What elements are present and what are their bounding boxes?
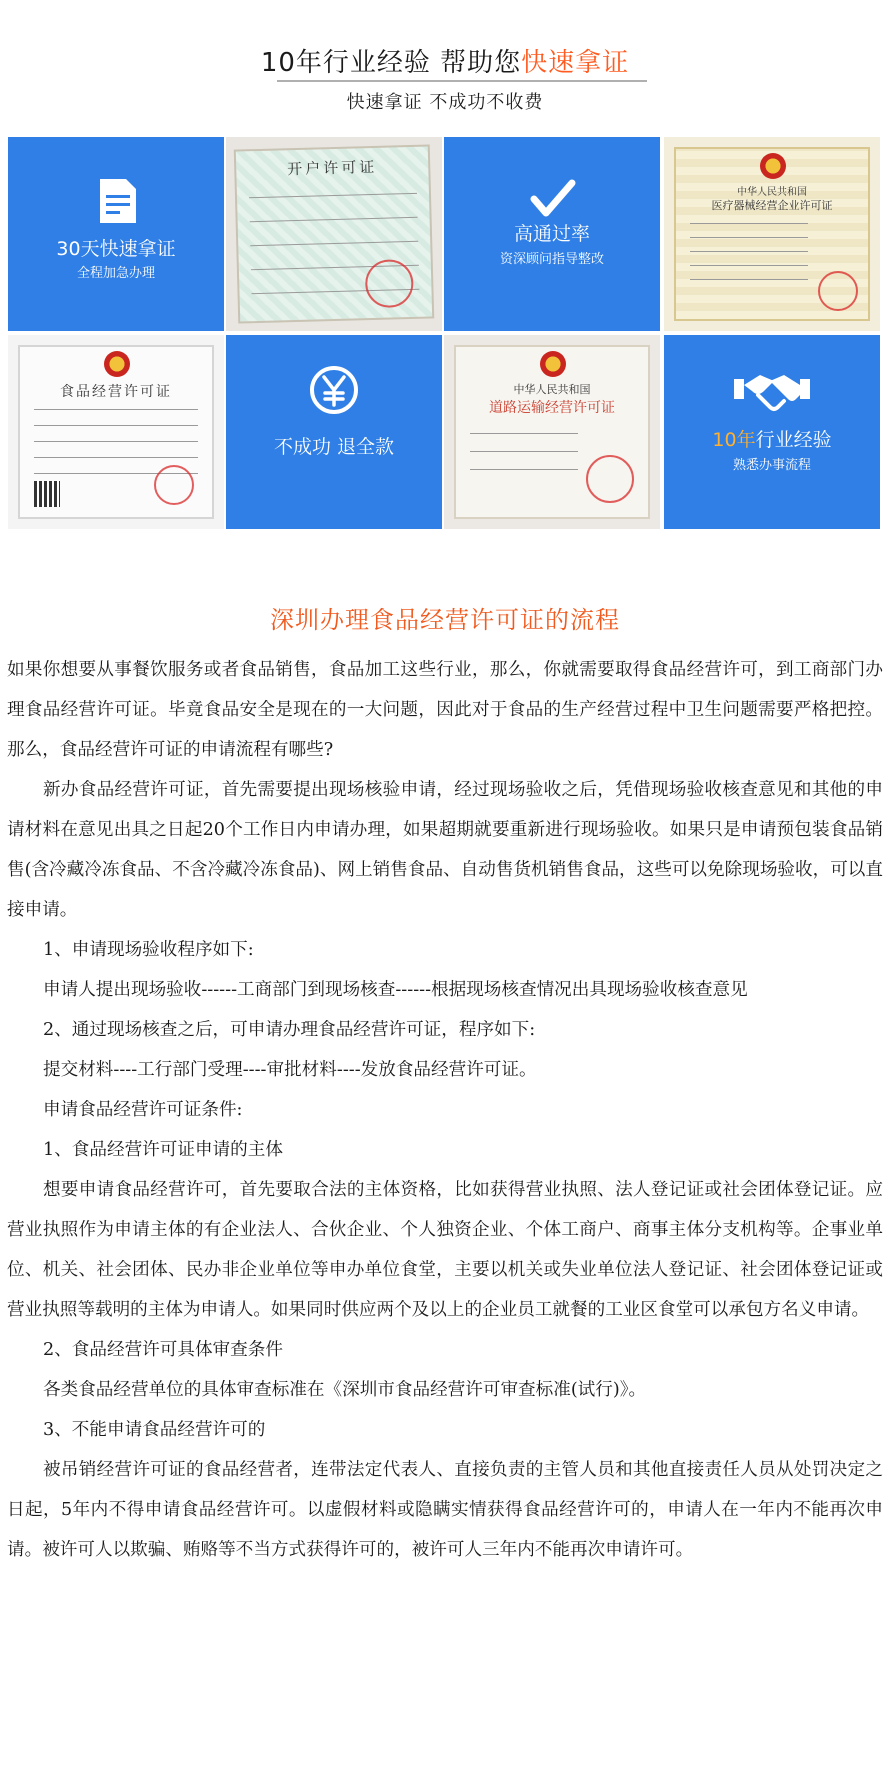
road-transport-certificate [444,335,660,529]
official-seal [365,259,414,308]
qr-code-icon [34,481,60,507]
certificate-heading: 医疗器械经营企业许可证 [711,199,833,212]
paragraph: 想要申请食品经营许可，首先要取合法的主体资格，比如获得营业执照、法人登记证或社会团体登记证。应营业执照作为申请主体的有企业法人、合伙企业、个人独资企业、个体工商户、商事主体分支机构等。企事业单位、机关、社会团体、民办非企业单位等申办单位食堂，主要以机关或失业单位法人登记证、社会团体登记证或营业执照等载明的主体为申请人。如果同时供应两个及以上的企业员工就餐的工业区食堂可以承包方名义申请。 [7,1180,883,1320]
feature-grid [8,137,882,530]
yen-icon [226,365,442,415]
official-seal [818,271,858,311]
paragraph: 申请人提出现场验收------工商部门到现场核查------根据现场核查情况出具现场验收核查意见 [43,980,748,1000]
medical-device-certificate [664,137,880,331]
hero-title: 10年行业经验 帮助您快速拿证 [260,48,630,78]
article-body [7,650,883,1570]
section-title: 深圳办理食品经营许可证的流程 [270,606,620,634]
paragraph: 提交材料----工行部门受理----审批材料----发放食品经营许可证。 [43,1060,537,1080]
certificate-heading: 食品经营许可证 [60,384,172,400]
document-icon [8,175,224,225]
paragraph-intro: 如果你想要从事餐饮服务或者食品销售，食品加工这些行业，那么，你就需要取得食品经营许可，到工商部门办理食品经营许可证。毕竟食品安全是现在的一大问题，因此对于食品的生产经营过程中卫生问题需要严格把控。那么，食品经营许可证的申请流程有哪些? [7,660,883,760]
account-permit-certificate [226,137,442,331]
national-emblem-icon [760,153,786,179]
paragraph-heading: 3、不能申请食品经营许可的 [43,1420,266,1440]
feature-subtitle: 熟悉办事流程 [732,458,811,473]
paragraph-heading: 1、食品经营许可证申请的主体 [43,1140,283,1160]
feature-title: 不成功 退全款 [273,436,395,458]
feature-fast-license [8,137,224,331]
hero-title-accent: 快速拿证 [521,48,630,78]
hero-subtitle: 快速拿证 不成功不收费 [346,92,544,113]
feature-title: 30天快速拿证 [56,238,176,260]
paragraph-heading: 申请食品经营许可证条件: [43,1100,243,1120]
certificate-heading: 道路运输经营许可证 [489,400,615,416]
official-seal [586,455,634,503]
checkmark-icon [444,175,660,225]
certificate-heading-top: 中华人民共和国 [513,383,591,396]
paragraph-heading: 1、申请现场验收程序如下: [43,940,254,960]
food-license-certificate [8,335,224,529]
paragraph: 被吊销经营许可证的食品经营者，连带法定代表人、直接负责的主管人员和其他直接责任人员从处罚决定之日起，5年内不得申请食品经营许可。以虚假材料或隐瞒实情获得食品经营许可的，申请人在一年内不能再次申请。被许可人以欺骗、贿赂等不当方式获得许可的，被许可人三年内不能再次申请许可。 [7,1460,883,1560]
paragraph-heading: 2、通过现场核查之后，可申请办理食品经营许可证，程序如下: [43,1020,536,1040]
certificate-heading: 开户许可证 [287,157,378,179]
paragraph: 新办食品经营许可证，首先需要提出现场核验申请，经过现场验收之后，凭借现场验收核查意见和其他的申请材料在意见出具之日起20个工作日内申请办理，如果超期就要重新进行现场验收。如果只是申请预包装食品销售(含冷藏冷冻食品、不含冷藏冷冻食品)、网上销售食品、自动售货机销售食品，这些可以免除现场验收，可以直接申请。 [7,780,883,920]
feature-title: 高通过率 [513,223,590,245]
feature-title: 10年行业经验 [712,429,832,451]
feature-subtitle: 全程加急办理 [76,266,155,281]
hero-underline [277,80,647,82]
official-seal [154,465,194,505]
national-emblem-icon [104,351,130,377]
paragraph: 各类食品经营单位的具体审查标准在《深圳市食品经营许可审查标准(试行)》。 [43,1380,647,1400]
handshake-icon [664,365,880,415]
feature-high-pass-rate [444,137,660,331]
feature-subtitle: 资深顾问指导整改 [499,252,604,267]
feature-experience [664,335,880,529]
hero-banner [0,0,890,125]
national-emblem-icon [540,351,566,377]
certificate-heading-top: 中华人民共和国 [737,187,807,198]
paragraph-heading: 2、食品经营许可具体审查条件 [43,1340,283,1360]
feature-money-back [226,335,442,529]
